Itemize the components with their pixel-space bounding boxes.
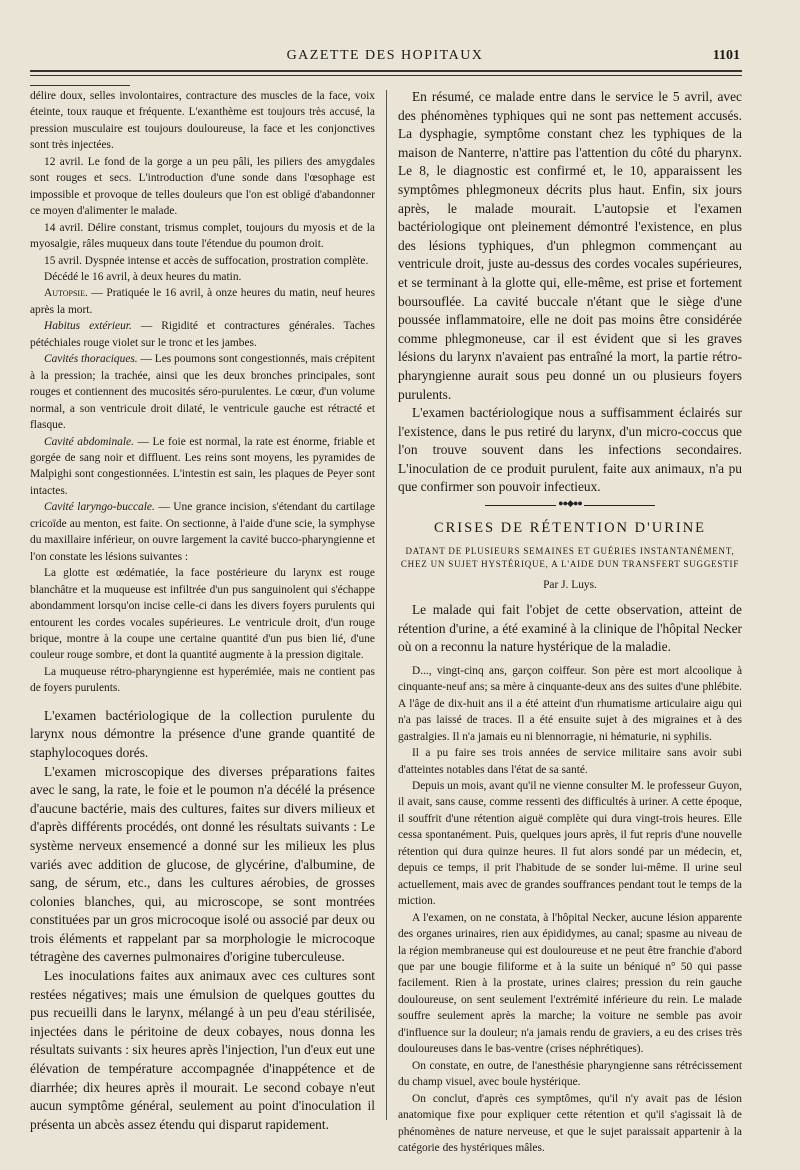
paragraph: 14 avril. Délire constant, trismus complet, toujours du myosis et de la myosalgie, râles muqueux dans toute l'étendue du poumon droit.	[30, 221, 375, 251]
paragraph: Décédé le 16 avril, à deux heures du matin.	[44, 270, 242, 283]
paragraph: A l'examen, on ne constata, à l'hôpital Necker, aucune lésion apparente des organes urinaires, rien aux épididymes, au canal; spasme au niveau de la région membraneuse qui est douloureuse et ne peut être franchie d'abord que par une bougie filiforme et à la suite un béniqué n° 50 qui passe facilement. Rien à la prostate, urines claires; pression du rein gauche douloureuse, on sent seulement l'extrémité inférieure du rein. Le malade souffre seulement après la marche; la voiture ne semble pas avoir d'influence sur la douleur; n'a jamais rendu de graviers, a eu des crises très douloureuses dans le bas-ventre (crises néphrétiques).	[398, 911, 742, 1056]
paragraph: Autopsie. — Pratiquée le 16 avril, à onze heures du matin, neuf heures après la mort.	[30, 287, 375, 316]
paragraph: La glotte est œdématiée, la face postérieure du larynx est rouge blanchâtre et la muqueuse est infiltrée d'un pus sanguinolent qui s'échappe abondamment lorsqu'on incise celle-ci dans les divers foyers purulents qui entourent les cordes vocales supérieures. Le ventricule droit, d'un rouge brique, montre à la coupe une certaine quantité d'un pus bien lié, d'une couleur rouge sombre, et dont la quantité augmente à la pression digitale.	[30, 567, 375, 662]
section-label: Autopsie.	[44, 287, 88, 300]
paragraph: Cavité abdominale. — Le foie est normal, la rate est énorme, friable et gorgée de sang noir et diffluent. Les reins sont moyens, les pyramides de Malpighi sont congestionnées. L'intestin est sain, les plaques de Peyer sont intactes.	[30, 435, 375, 497]
paragraph: D..., vingt-cinq ans, garçon coiffeur. Son père est mort alcoolique à cinquante-neuf ans; sa mère à cinquante-deux ans des suites d'une phlébite. A l'âge de dix-huit ans il a été atteint d'un rhumatisme articulaire aigu qui n'a pas laissé de traces. Il a été ensuite sujet à des migraines et à des gastralgies. Il n'a jamais eu ni blennorragie, ni hématurie, ni syphilis.	[398, 664, 742, 743]
section-label: Cavité abdominale.	[44, 435, 134, 448]
paragraph: Cavité laryngo-buccale. — Une grance incision, s'étendant du cartilage cricoïde au menton, est faite. On sectionne, à l'aide d'une scie, la symphyse du maxillaire inférieur, on ouvre largement la cavité bucco-pharyngienne et l'on constate les lésions suivantes :	[30, 501, 376, 563]
paragraph: On constate, en outre, de l'anesthésie pharyngienne sans rétrécissement du champ visuel, avec boule hystérique.	[398, 1059, 742, 1089]
article-subtitle: DATANT DE PLUSIEURS SEMAINES ET GUÉRIES INSTANTANÉMENT, CHEZ UN SUJET HYSTÉRIQUE, A L'AIDE DUN TRANSFERT SUGGESTIF	[400, 546, 740, 570]
section-label: Cavités thoraciques.	[44, 353, 138, 366]
article-title: CRISES DE RÉTENTION D'URINE	[433, 520, 707, 537]
running-title: GAZETTE DES HOPITAUX	[286, 48, 484, 63]
paragraph: 15 avril. Dyspnée intense et accès de suffocation, prostration complète.	[44, 254, 369, 267]
paragraph: Habitus extérieur. — Rigidité et contractures générales. Taches pétéchiales rouge violet sur le tronc et les jambes.	[30, 320, 375, 349]
article-author: Par J. Luys.	[543, 579, 597, 592]
header-rule-thin	[30, 75, 742, 76]
section-label: Cavité laryngo-buccale.	[44, 501, 155, 514]
paragraph: Depuis un mois, avant qu'il ne vienne consulter M. le professeur Guyon, il avait, sans cause, comme ressenti des difficultés à uriner. A cette époque, il souffrit d'une rétention aiguë complète qui dura vingt-trois heures. Elle cessa spontanément. Puis, quelques jours après, il fut repris d'une nouvelle rétention qui dura quinze heures. Il fut alors sondé par un médecin, et, depuis ce temps, il prit l'habitude de se sonder lui-même. Il urine seul actuellement, mais avec de grandes souffrances pendant tout le temps de la miction.	[398, 780, 742, 908]
page-header	[30, 48, 740, 68]
paragraph: Les inoculations faites aux animaux avec ces cultures sont restées négatives; mais une émulsion de quelques gouttes du pus recueilli dans le larynx, mélangé à un peu d'eau stérilisée, injectées dans le péritoine de deux cobayes, nous donna les résultats suivants : six heures après l'injection, l'un d'eux eut une élévation de température accompagnée d'inappétence et de diarrhée; dix heures après il mourait. Le second cobaye n'eut aucun symptôme général, seulement au point d'inoculation il présenta un abcès assez étendu qui disparut rapidement.	[30, 968, 375, 1132]
paragraph: L'examen microscopique des diverses préparations faites avec le sang, la rate, le foie et le poumon n'a décélé la présence d'aucune bactérie, mais des cultures, faites sur divers milieux et d'après différents procédés, ont donné les résultats suivants : Le système nerveux ensemencé a donné sur les milieux les plus variés avec addition de glucose, de glycérine, d'albumine, de sang, de sérum, etc., dans les cultures aérobies, de grosses colonies blanches, qui, au microscope, se sont montrées constituées par un gros microcoque isolé ou associé par deux ou trois éléments et rappelant par sa morphologie le microcoque tétragène des cavernes pulmonaires d'origine tuberculeuse.	[30, 763, 375, 965]
header-rule-short	[30, 85, 130, 86]
paragraph: L'examen bactériologique nous a suffisamment éclairés sur l'existence, dans le pus retiré du larynx, d'un micro-coccus que l'on trouve souvent dans les infections secondaires. L'inoculation de ce produit purulent, faite aux animaux, n'a pu que confirmer son pouvoir infectieux.	[398, 405, 742, 495]
right-column	[398, 88, 742, 1156]
page-number: 1101	[712, 48, 740, 63]
summary-text	[398, 88, 742, 497]
column-divider	[386, 90, 387, 1120]
observation-text	[398, 663, 742, 1157]
paragraph: 12 avril. Le fond de la gorge a un peu pâli, les piliers des amygdales sont rouges et secs. L'introduction d'une sonde dans l'œsophage est impossible et provoque de telles douleurs que l'on est obligé d'abandonner ce moyen d'alimenter le malade.	[30, 155, 375, 218]
left-column	[30, 88, 375, 1134]
section-label: Habitus extérieur.	[44, 320, 132, 333]
paragraph: La muqueuse rétro-pharyngienne est hyperémiée, mais ne contient pas de foyers purulents.	[30, 665, 375, 695]
bacteriology-text	[30, 707, 375, 1135]
section-ornament: ●●◆●●	[485, 505, 655, 506]
case-notes	[30, 88, 375, 697]
header-rule-thick	[30, 70, 742, 72]
paragraph: On conclut, d'après ces symptômes, qu'il n'y avait pas de lésion anatomique fixe pour expliquer cette rétention et qu'il s'agissait là de phénomènes de nature nerveuse, et que le sujet paraissait appartenir à la catégorie des hystériques mâles.	[398, 1092, 742, 1154]
paragraph: Le malade qui fait l'objet de cette observation, atteint de rétention d'urine, a été examiné à la clinique de l'hôpital Necker où on a reconnu la nature hystérique de la maladie.	[398, 602, 742, 655]
paragraph: délire doux, selles involontaires, contracture des muscles de la face, voix éteinte, toux rauque et fréquente. L'exanthème est toujours très accusé, la pression musculaire est toujours douloureuse, la face et les conjonctives sont très injectées.	[30, 90, 375, 152]
paragraph: Il a pu faire ses trois années de service militaire sans avoir subi d'atteintes notables dans l'état de sa santé.	[398, 747, 742, 776]
paragraph: L'examen bactériologique de la collection purulente du larynx nous démontre la présence d'une grande quantité de staphylocoques dorés.	[30, 707, 375, 760]
paragraph: En résumé, ce malade entre dans le service le 5 avril, avec des phénomènes typhiques qui ne sont pas nettement accusés. La dysphagie, symptôme constant chez les typhiques de la maison de Nanterre, n'attire pas l'attention du côté du pharynx. Le 8, le diagnostic est confirmé et, le 10, apparaissent les symptômes phlegmoneux décrits plus haut. Enfin, six jours après, le malade mourait. L'autopsie et l'examen bactériologique ont pleinement démontré l'existence, en plus des lésions typhiques, d'un phlegmon commençant au ventricule droit, juste au-dessus des cordes vocales supérieures, et se terminant à la glotte qui, elle-même, est prise et fortement boursouflée. La cavité buccale n'étant que le siège d'une poussée inflammatoire, elle ne doit pas moins être considérée comme phlegmoneuse, car il est évident que si les graves lésions du larynx n'avaient pas entraîné la mort, la partie rétro-pharyngienne aurait sous peu donné un ou plusieurs foyers purulents.	[398, 89, 742, 402]
article-intro	[398, 601, 742, 657]
paragraph: Cavités thoraciques. — Les poumons sont congestionnés, mais crépitent à la pression; la trachée, ainsi que les deux bronches principales, sont rouges et contiennent des mucosités séro-purulentes. Le cœur, d'un volume normal, a son ventricule droit dilaté, le ventricule gauche est rétracté et flasque.	[30, 353, 375, 432]
